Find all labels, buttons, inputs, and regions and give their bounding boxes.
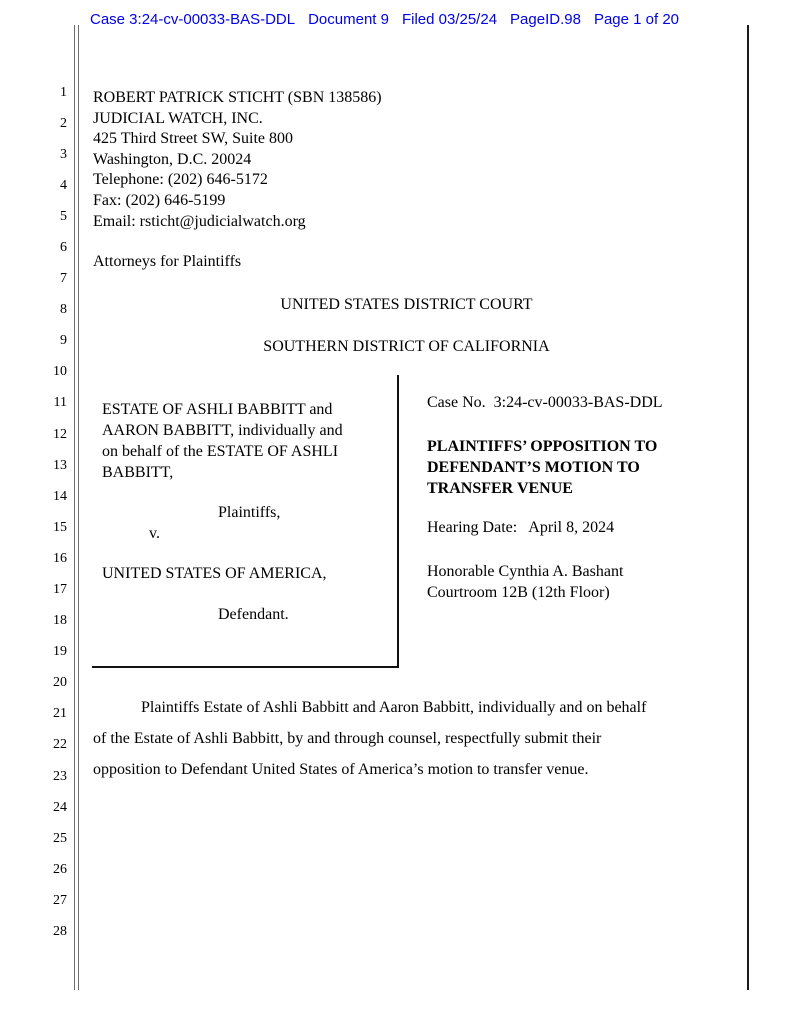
- motion-title-line: TRANSFER VENUE: [427, 480, 573, 497]
- plaintiff-party-line: AARON BABBITT, individually and: [102, 422, 343, 439]
- line-number: 20: [53, 675, 67, 691]
- line-number: 18: [53, 613, 67, 629]
- attorney-block-line: JUDICIAL WATCH, INC.: [93, 109, 263, 127]
- line-number: 3: [60, 146, 67, 162]
- body-paragraph-line: Plaintiffs Estate of Ashli Babbitt and Aaron Babbitt, individually and on behalf: [141, 699, 647, 716]
- attorney-block-line: ROBERT PATRICK STICHT (SBN 138586): [93, 89, 382, 106]
- line-number: 4: [60, 177, 67, 193]
- defendant-designation: Defendant.: [218, 606, 289, 623]
- court-name: UNITED STATES DISTRICT COURT: [280, 296, 533, 313]
- attorney-block-line: Email: rsticht@judicialwatch.org: [93, 212, 306, 230]
- judge-block: [427, 561, 623, 603]
- line-number: 8: [60, 302, 67, 318]
- line-number: 12: [53, 426, 67, 442]
- attorney-block: [93, 88, 382, 232]
- line-number: 15: [53, 519, 67, 535]
- line-number: 27: [53, 892, 67, 908]
- plaintiff-party-line: ESTATE OF ASHLI BABBITT and: [102, 401, 333, 418]
- ecf-page-count: Page 1 of 20: [593, 11, 680, 28]
- ecf-filed-date: Filed 03/25/24: [401, 11, 498, 28]
- motion-title-line: DEFENDANT’S MOTION TO: [427, 459, 640, 476]
- line-number: 17: [53, 582, 67, 597]
- line-number: 13: [53, 457, 67, 473]
- caption-box: [92, 375, 399, 668]
- ecf-case-number: Case 3:24-cv-00033-BAS-DDL: [90, 11, 296, 28]
- attorney-block-line: Fax: (202) 646-5199: [93, 191, 226, 209]
- attorney-block-line: 425 Third Street SW, Suite 800: [93, 130, 293, 148]
- pleading-left-double-rule: [74, 25, 79, 990]
- defendant-name: UNITED STATES OF AMERICA,: [102, 565, 327, 582]
- plaintiff-party-lines: [102, 399, 343, 483]
- line-number: 14: [53, 488, 67, 504]
- line-number: 28: [53, 924, 67, 940]
- motion-title: [427, 436, 737, 499]
- line-number: 22: [53, 737, 67, 753]
- plaintiff-party-line: on behalf of the ESTATE OF ASHLI: [102, 443, 339, 460]
- pleading-right-rule: [747, 25, 749, 990]
- courtroom: Courtroom 12B (12th Floor): [427, 584, 610, 601]
- attorney-role: Attorneys for Plaintiffs: [93, 253, 242, 270]
- body-paragraph-line: opposition to Defendant United States of America’s motion to transfer venue.: [93, 761, 589, 779]
- line-number: 21: [53, 706, 67, 722]
- versus-abbreviation: v.: [149, 525, 160, 542]
- line-number: 25: [53, 830, 67, 846]
- line-number: 7: [60, 271, 67, 287]
- line-number: 1: [60, 84, 67, 100]
- hearing-date-line: Hearing Date: April 8, 2024: [427, 519, 615, 536]
- line-number: 26: [53, 861, 67, 877]
- judge-name: Honorable Cynthia A. Bashant: [427, 563, 624, 580]
- line-number: 23: [53, 768, 67, 784]
- line-number: 2: [60, 115, 67, 131]
- motion-title-line: PLAINTIFFS’ OPPOSITION TO: [427, 438, 658, 455]
- ecf-page-id: PageID.98: [510, 11, 581, 28]
- ecf-stamp: [90, 11, 679, 28]
- court-district: SOUTHERN DISTRICT OF CALIFORNIA: [263, 338, 550, 355]
- body-paragraph-line: of the Estate of Ashli Babbitt, by and through counsel, respectfully submit their: [93, 730, 602, 748]
- body-paragraph: [93, 692, 743, 785]
- attorney-block-line: Washington, D.C. 20024: [93, 150, 252, 168]
- ecf-document-number: Document 9: [308, 11, 389, 28]
- line-number: 16: [53, 550, 67, 566]
- line-number: 19: [53, 644, 67, 660]
- plaintiff-party-line: BABBITT,: [102, 464, 174, 481]
- line-number: 9: [60, 333, 67, 349]
- line-number: 10: [53, 364, 67, 380]
- attorney-block-line: Telephone: (202) 646-5172: [93, 171, 268, 189]
- line-number-column: [0, 77, 67, 948]
- line-number: 11: [53, 395, 67, 411]
- case-number-line: Case No. 3:24-cv-00033-BAS-DDL: [427, 394, 663, 411]
- line-number: 24: [53, 799, 67, 815]
- line-number: 6: [60, 239, 67, 255]
- line-number: 5: [60, 208, 67, 224]
- plaintiff-designation: Plaintiffs,: [218, 504, 281, 521]
